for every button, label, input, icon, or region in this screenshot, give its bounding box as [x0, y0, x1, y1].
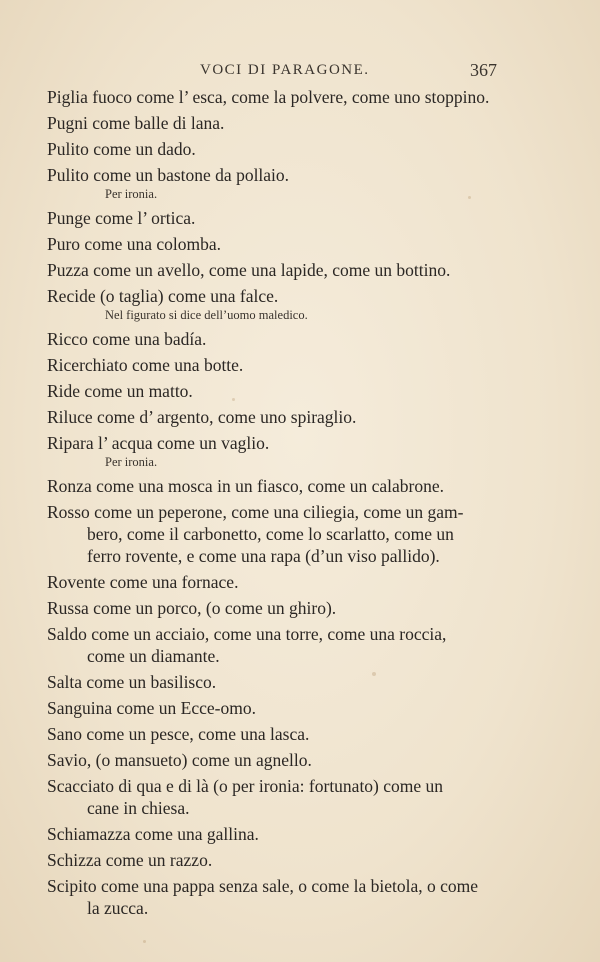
entry [47, 259, 517, 281]
entry [47, 775, 517, 819]
entry [47, 501, 517, 567]
entry [47, 875, 517, 919]
entry-continuation-line: bero, come il carbonetto, come lo scarlatto, come un [87, 524, 454, 544]
entry [47, 86, 517, 108]
entry-list [47, 86, 517, 923]
entry [47, 823, 517, 845]
entry [47, 164, 517, 186]
page-header [0, 62, 600, 86]
entry-line: Schizza come un razzo. [47, 850, 213, 870]
entry-line: Ricco come una badía. [47, 329, 207, 349]
entry [47, 406, 517, 428]
entry [47, 623, 517, 667]
entry-note: Per ironia. [105, 455, 158, 469]
entry [47, 138, 517, 160]
entry-line: Salta come un basilisco. [47, 672, 217, 692]
entry-line: Rosso come un peperone, come una ciliegia, come un gam- [47, 502, 464, 522]
entry-line: Puro come una colomba. [47, 234, 221, 254]
entry-line: Rovente come una fornace. [47, 572, 239, 592]
entry-line: Pulito come un dado. [47, 139, 196, 159]
entry-line: Pulito come un bastone da pollaio. [47, 165, 290, 185]
entry [47, 285, 517, 307]
entry-line: Russa come un porco, (o come un ghiro). [47, 598, 337, 618]
entry-line: Ripara l’ acqua come un vaglio. [47, 433, 270, 453]
entry-line: Scacciato di qua e di là (o per ironia: fortunato) come un [47, 776, 444, 796]
entry-line: Saldo come un acciaio, come una torre, come una roccia, [47, 624, 447, 644]
paper-foxing-spot [468, 196, 471, 199]
entry-line: Sanguina come un Ecce-omo. [47, 698, 256, 718]
entry [47, 432, 517, 454]
entry [47, 354, 517, 376]
entry [47, 475, 517, 497]
entry-continuation-line: la zucca. [87, 898, 149, 918]
paper-foxing-spot [232, 398, 235, 401]
entry [47, 849, 517, 871]
entry-continuation-line: come un diamante. [87, 646, 220, 666]
page-number: 367 [470, 60, 497, 80]
entry-line: Puzza come un avello, come una lapide, come un bottino. [47, 260, 451, 280]
entry-line: Savio, (o mansueto) come un agnello. [47, 750, 312, 770]
entry-continuation-line: ferro rovente, e come una rapa (d’un viso pallido). [87, 546, 440, 566]
paper-foxing-spot [143, 940, 146, 943]
entry [47, 597, 517, 619]
entry [47, 723, 517, 745]
entry [47, 112, 517, 134]
entry-note: Per ironia. [105, 187, 158, 201]
entry [47, 571, 517, 593]
entry [47, 749, 517, 771]
entry-line: Ricerchiato come una botte. [47, 355, 244, 375]
entry-line: Ride come un matto. [47, 381, 193, 401]
entry-line: Punge come l’ ortica. [47, 208, 196, 228]
entry-line: Ronza come una mosca in un fiasco, come un calabrone. [47, 476, 445, 496]
paper-foxing-spot [372, 672, 376, 676]
entry [47, 671, 517, 693]
running-title: VOCI DI PARAGONE. [200, 62, 370, 78]
entry [47, 328, 517, 350]
entry-line: Piglia fuoco come l’ esca, come la polvere, come uno stoppino. [47, 87, 490, 107]
entry-continuation-line: cane in chiesa. [87, 798, 190, 818]
entry-line: Schiamazza come una gallina. [47, 824, 259, 844]
entry-line: Pugni come balle di lana. [47, 113, 225, 133]
entry-line: Recide (o taglia) come una falce. [47, 286, 279, 306]
entry [47, 233, 517, 255]
entry-line: Riluce come d’ argento, come uno spiraglio. [47, 407, 357, 427]
entry-note: Nel figurato si dice dell’uomo maledico. [105, 308, 308, 322]
entry [47, 380, 517, 402]
entry [47, 697, 517, 719]
entry-line: Sano come un pesce, come una lasca. [47, 724, 310, 744]
entry [47, 207, 517, 229]
entry-line: Scipito come una pappa senza sale, o come la bietola, o come [47, 876, 479, 896]
